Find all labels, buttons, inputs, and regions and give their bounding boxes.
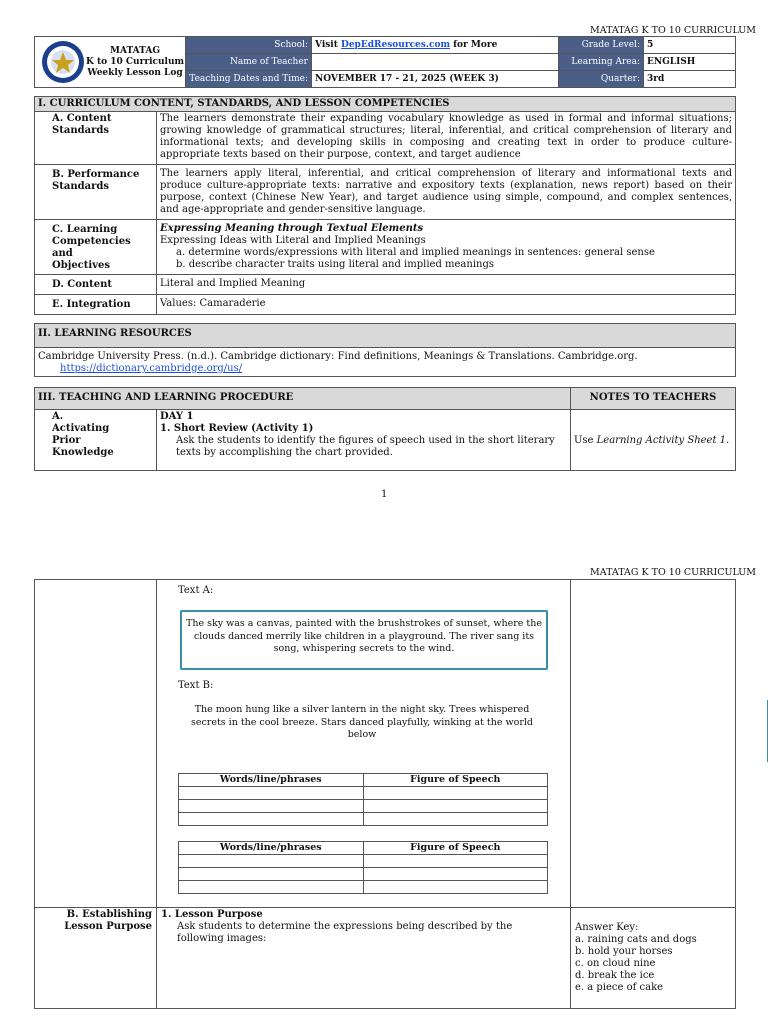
cell[interactable] (179, 813, 364, 826)
teacher-value (312, 54, 559, 71)
col-words: Words/line/phrases (179, 774, 364, 787)
competencies-cell (157, 220, 736, 275)
logo-line3: Weekly Lesson Log (87, 67, 183, 78)
performance-standards-label: B. Performance Standards (35, 165, 157, 220)
section3-title: III. TEACHING AND LEARNING PROCEDURE (35, 388, 571, 410)
answer-a: a. raining cats and dogs (575, 934, 697, 945)
dates-value: NOVEMBER 17 - 21, 2025 (WEEK 3) (312, 71, 559, 88)
section-resources (34, 323, 736, 377)
cell[interactable] (363, 800, 548, 813)
cell[interactable] (363, 881, 548, 894)
day-label: DAY 1 (160, 411, 194, 422)
answer-b: b. hold your horses (575, 946, 673, 957)
content-standards-text: The learners demonstrate their expanding vocabulary knowledge as used in formal and informal situations; growing knowledge of grammatical structures; literal, inferential, and critical comprehension of literary and informational texts; and developing skills in composing and creating text in order to produce culture-appropriate texts based on their purpose, context, and target audience (157, 112, 736, 165)
figure-table-1 (178, 773, 548, 826)
answer-d: d. break the ice (575, 970, 655, 981)
section-curriculum (34, 96, 736, 315)
content-standards-label: A. Content Standards (35, 112, 157, 165)
curriculum-label-2: MATATAG K TO 10 CURRICULUM (590, 567, 757, 578)
competencies-label: C. Learning Competencies and Objectives (35, 220, 157, 275)
text-a-label: Text A: (178, 585, 214, 596)
figure-table-2 (178, 841, 548, 894)
text-b: The moon hung like a silver lantern in the night sky. Trees whispered secrets in the cool breeze. Stars danced playfully, winking at the world below (190, 704, 534, 740)
quarter-label: Quarter: (559, 71, 644, 88)
text-b-label: Text B: (178, 680, 214, 691)
cell[interactable] (363, 787, 548, 800)
header-table (34, 36, 736, 88)
establishing-label: B. Establishing Lesson Purpose (64, 909, 152, 932)
cell[interactable] (179, 855, 364, 868)
objective-a: a. determine words/expressions with literal and implied meanings in sentences: general sense (176, 247, 655, 258)
teacher-label: Name of Teacher (186, 54, 312, 71)
grade-value: 5 (644, 37, 736, 54)
logo-line1: MATATAG (109, 45, 161, 56)
logo-line2: K to 10 Curriculum (85, 56, 185, 67)
cell[interactable] (179, 881, 364, 894)
purpose-text: Ask students to determine the expressions being described by the following images: (177, 921, 513, 944)
content-label: D. Content (35, 275, 157, 295)
answer-e: e. a piece of cake (575, 982, 664, 993)
page-number: 1 (381, 489, 388, 500)
col-words: Words/line/phrases (179, 842, 364, 855)
col-figure: Figure of Speech (363, 774, 548, 787)
text-a: The sky was a canvas, painted with the brushstrokes of sunset, where the clouds danced merrily like children in a playground. The river sang its song, whispering secrets to the wind. (186, 618, 542, 654)
content-text: Literal and Implied Meaning (157, 275, 736, 295)
section-procedure (34, 387, 736, 471)
school-value: Visit DepEdResources.com for More (312, 37, 559, 54)
dates-label: Teaching Dates and Time: (186, 71, 312, 88)
deped-resources-link[interactable]: DepEdResources.com (341, 39, 450, 50)
school-label: School: (186, 37, 312, 54)
cell[interactable] (363, 868, 548, 881)
competencies-title: Expressing Meaning through Textual Elements (160, 223, 424, 234)
answer-key-title: Answer Key: (575, 922, 639, 933)
activity-text: Ask the students to identify the figures of speech used in the short literary texts by accomplishing the chart provided. (176, 435, 555, 458)
cell[interactable] (363, 813, 548, 826)
answer-c: c. on cloud nine (575, 958, 656, 969)
citation-text: Cambridge University Press. (n.d.). Cambridge dictionary: Find definitions, Meanings & Translations. Cambridge.org. (38, 351, 638, 362)
purpose-title: 1. Lesson Purpose (161, 909, 263, 920)
answer-key (575, 922, 697, 994)
area-value: ENGLISH (644, 54, 736, 71)
grade-label: Grade Level: (559, 37, 644, 54)
col-figure: Figure of Speech (363, 842, 548, 855)
cell[interactable] (363, 855, 548, 868)
section2-title: II. LEARNING RESOURCES (35, 324, 736, 348)
curriculum-label: MATATAG K TO 10 CURRICULUM (590, 25, 757, 36)
area-label: Learning Area: (559, 54, 644, 71)
activating-cell (157, 410, 571, 471)
cambridge-link[interactable]: https://dictionary.cambridge.org/us/ (60, 363, 243, 374)
cell[interactable] (179, 787, 364, 800)
logo-cell (35, 37, 186, 88)
deped-seal-icon (41, 40, 85, 84)
section1-title: I. CURRICULUM CONTENT, STANDARDS, AND LESSON COMPETENCIES (35, 97, 736, 112)
objective-b: b. describe character traits using literal and implied meanings (176, 259, 494, 270)
quarter-value: 3rd (644, 71, 736, 88)
integration-label: E. Integration (35, 295, 157, 315)
notes-title: NOTES TO TEACHERS (571, 388, 736, 410)
resources-cell (35, 348, 736, 377)
cell[interactable] (179, 868, 364, 881)
cell[interactable] (179, 800, 364, 813)
performance-standards-text: The learners apply literal, inferential, and critical comprehension of literary and informational texts and produce culture-appropriate texts: narrative and expository texts (explanation, news report) based on their purpose, context (Chinese New Year), and target audience using simple, compound, and complex sentences, and age-appropriate and gender-sensitive language. (157, 165, 736, 220)
competencies-sub: Expressing Ideas with Literal and Implied Meanings (160, 235, 426, 246)
text-a-box (180, 610, 548, 670)
activating-label: A. Activating Prior Knowledge (35, 410, 157, 471)
activity-title: 1. Short Review (Activity 1) (160, 423, 314, 434)
activating-notes: Use Learning Activity Sheet 1. (571, 410, 736, 471)
integration-text: Values: Camaraderie (157, 295, 736, 315)
